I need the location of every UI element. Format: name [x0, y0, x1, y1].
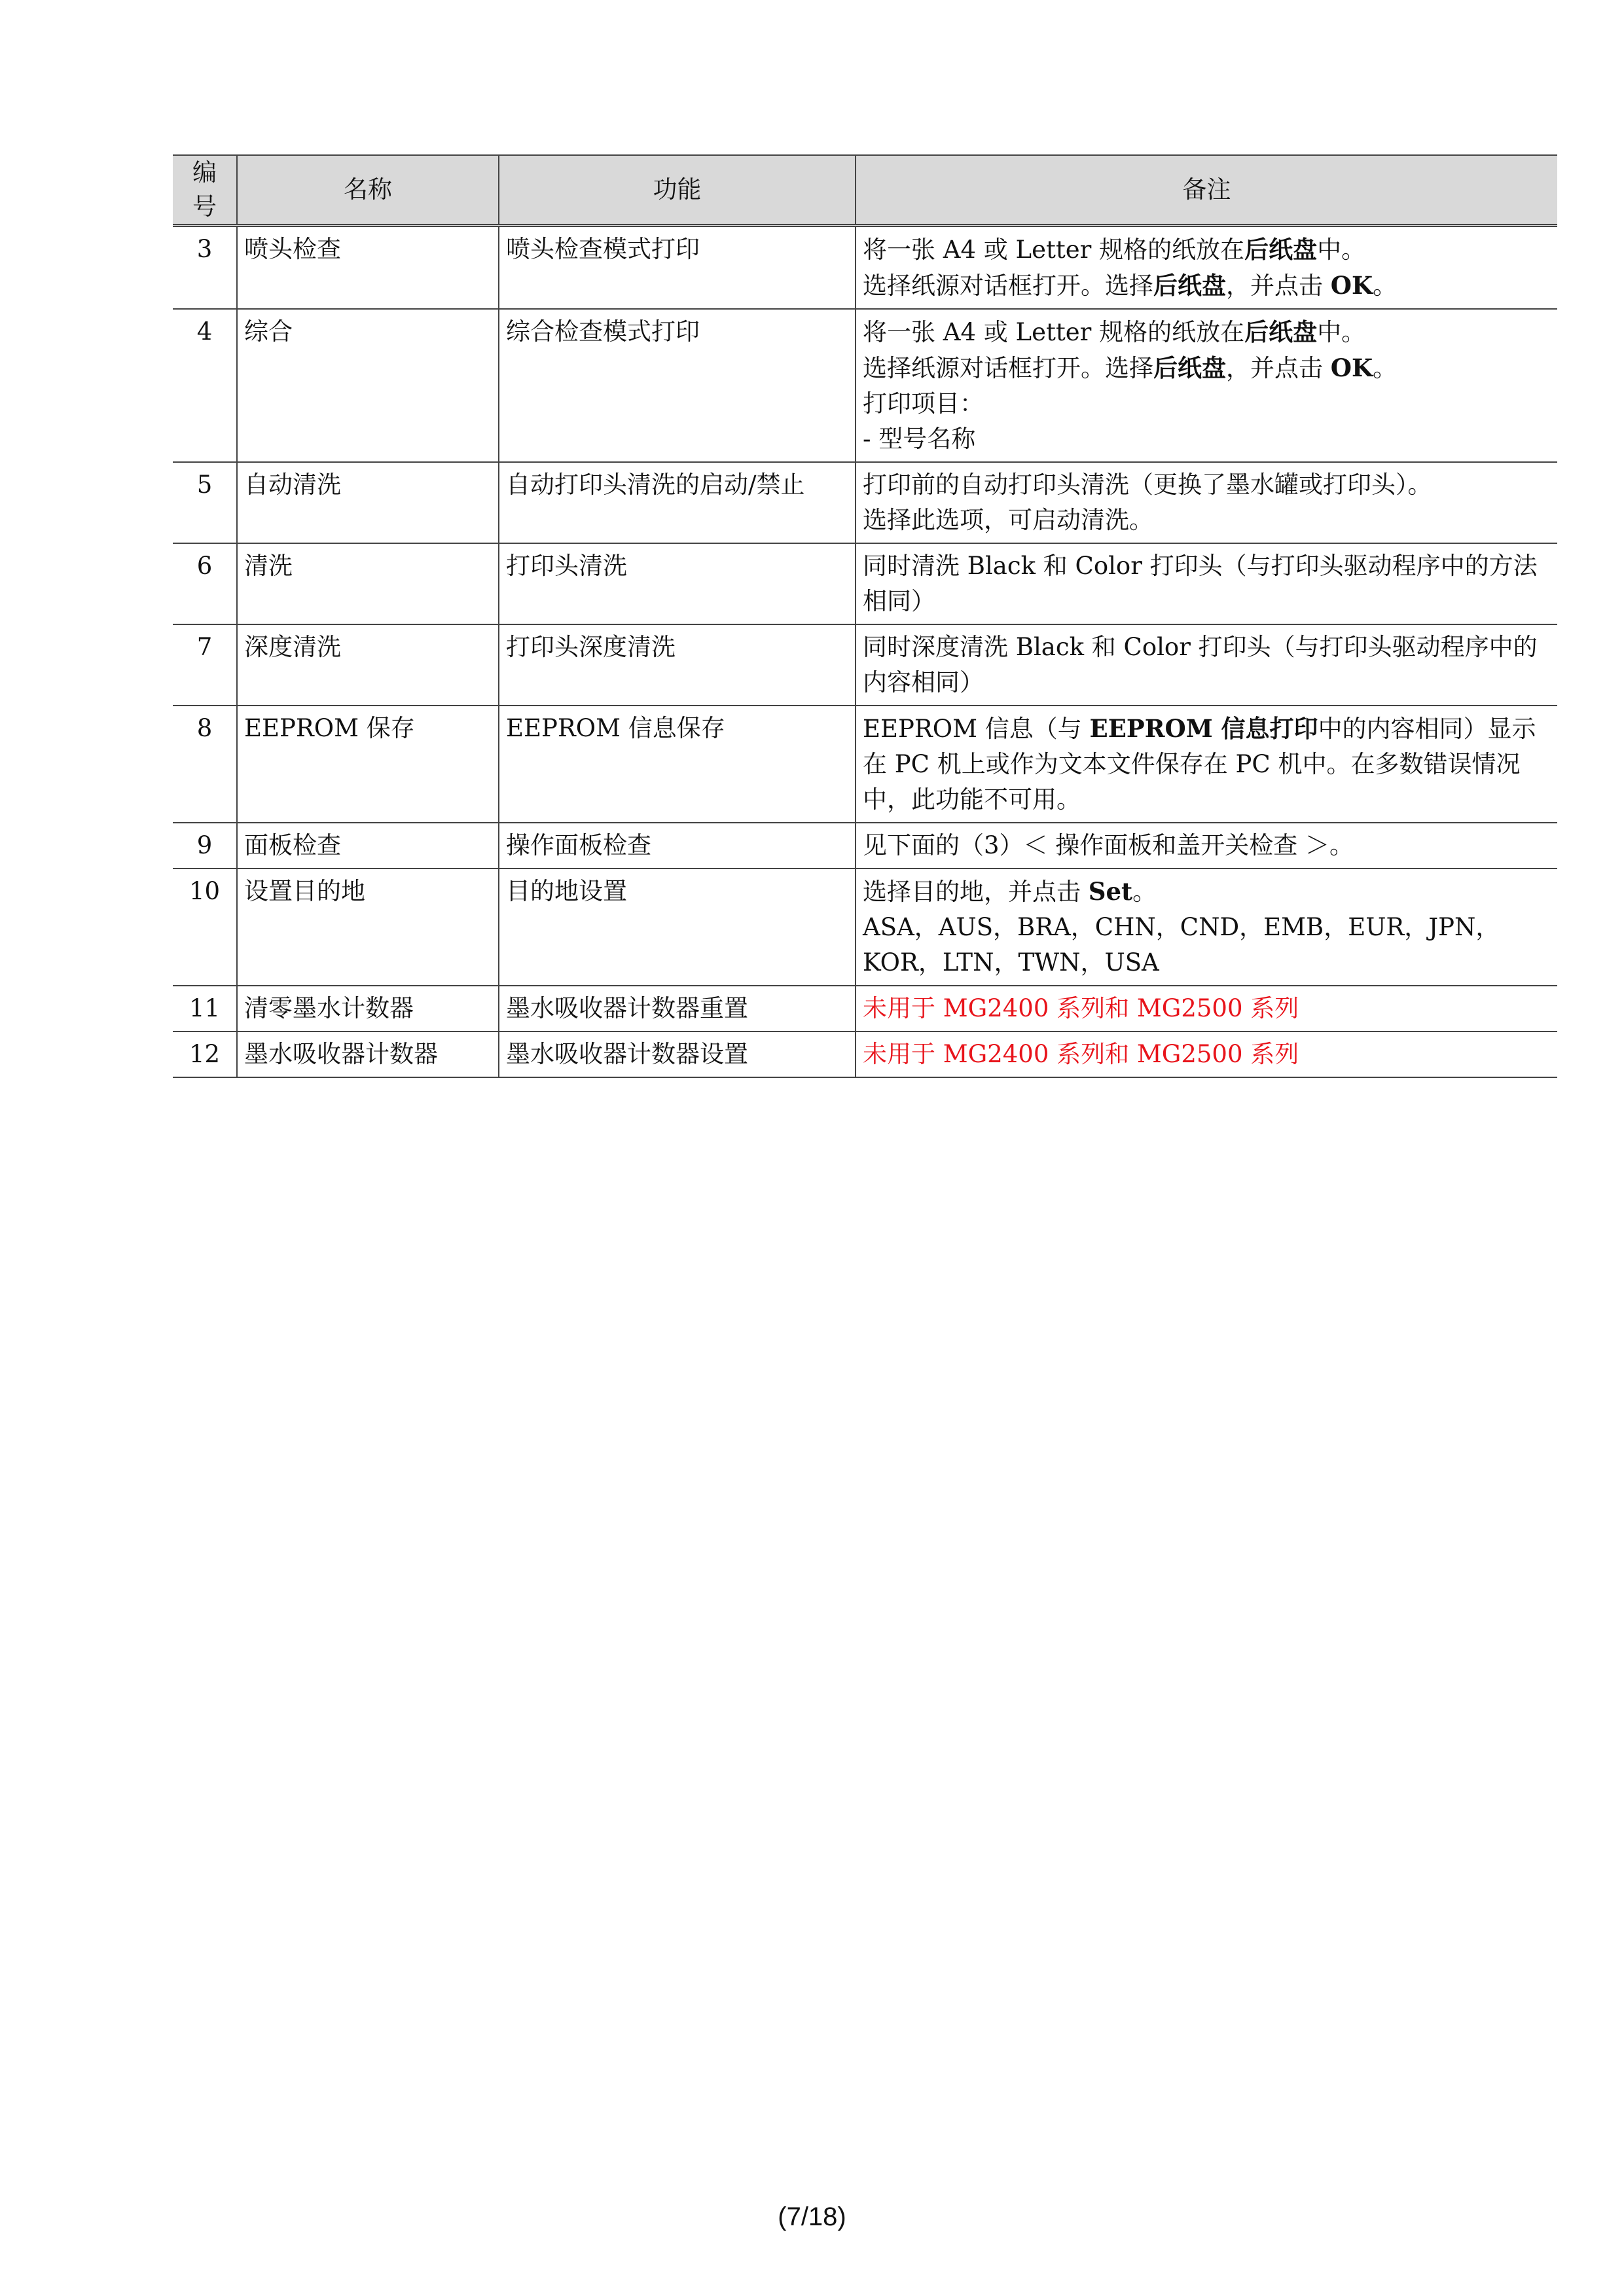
row-name: 喷头检查 — [237, 226, 499, 310]
table-row — [173, 309, 1557, 462]
row-notes-warning: 未用于 MG2400 系列和 MG2500 系列 — [856, 986, 1557, 1031]
row-name: 综合 — [237, 309, 499, 462]
row-number: 8 — [173, 706, 237, 823]
row-function: 墨水吸收器计数器设置 — [499, 1031, 856, 1077]
row-notes — [856, 869, 1557, 986]
row-function: 打印头清洗 — [499, 543, 856, 624]
table-row — [173, 706, 1557, 823]
row-name: 清零墨水计数器 — [237, 986, 499, 1031]
header-notes: 备注 — [856, 155, 1557, 226]
note-line: 打印项目： — [863, 389, 984, 418]
row-notes: 同时清洗 Black 和 Color 打印头（与打印头驱动程序中的方法相同） — [856, 543, 1557, 624]
note-line: 将一张 A4 或 Letter 规格的纸放在后纸盘中。 — [863, 317, 1366, 346]
row-notes: EEPROM 信息（与 EEPROM 信息打印中的内容相同）显示在 PC 机上或作为文本文件保存在 PC 机中。在多数错误情况中，此功能不可用。 — [856, 706, 1557, 823]
row-function: 喷头检查模式打印 — [499, 226, 856, 310]
note-line: 选择目的地，并点击 Set。 — [863, 877, 1157, 906]
page-number: (7/18) — [778, 2202, 846, 2231]
table-row — [173, 462, 1557, 543]
row-notes: 见下面的（3）＜ 操作面板和盖开关检查 ＞。 — [856, 823, 1557, 869]
row-number: 5 — [173, 462, 237, 543]
row-number: 12 — [173, 1031, 237, 1077]
table-row — [173, 1031, 1557, 1077]
note-line: - 型号名称 — [863, 425, 976, 453]
row-function: 操作面板检查 — [499, 823, 856, 869]
note-line: 将一张 A4 或 Letter 规格的纸放在后纸盘中。 — [863, 235, 1366, 264]
table-row — [173, 543, 1557, 624]
note-line: ASA，AUS，BRA，CHN，CND，EMB，EUR，JPN，KOR，LTN，TWN，USA — [863, 913, 1500, 977]
table-row — [173, 869, 1557, 986]
note-line: 选择纸源对话框打开。选择后纸盘，并点击 OK。 — [863, 271, 1398, 300]
row-name: 自动清洗 — [237, 462, 499, 543]
row-function: 自动打印头清洗的启动/禁止 — [499, 462, 856, 543]
header-name: 名称 — [237, 155, 499, 226]
row-function: 打印头深度清洗 — [499, 624, 856, 706]
row-number: 4 — [173, 309, 237, 462]
note-line: 选择此选项，可启动清洗。 — [863, 506, 1153, 534]
row-number: 7 — [173, 624, 237, 706]
row-notes: 同时深度清洗 Black 和 Color 打印头（与打印头驱动程序中的内容相同） — [856, 624, 1557, 706]
row-name: 深度清洗 — [237, 624, 499, 706]
row-name: 面板检查 — [237, 823, 499, 869]
row-notes-warning: 未用于 MG2400 系列和 MG2500 系列 — [856, 1031, 1557, 1077]
row-name: 墨水吸收器计数器 — [237, 1031, 499, 1077]
table-row — [173, 986, 1557, 1031]
note-line: 打印前的自动打印头清洗（更换了墨水罐或打印头）。 — [863, 471, 1432, 499]
row-name: EEPROM 保存 — [237, 706, 499, 823]
row-number: 11 — [173, 986, 237, 1031]
row-notes — [856, 226, 1557, 310]
row-function: 墨水吸收器计数器重置 — [499, 986, 856, 1031]
row-number: 9 — [173, 823, 237, 869]
header-function: 功能 — [499, 155, 856, 226]
row-notes — [856, 462, 1557, 543]
table-header-row — [173, 155, 1557, 226]
row-name: 清洗 — [237, 543, 499, 624]
table-row — [173, 624, 1557, 706]
table-row — [173, 226, 1557, 310]
row-function: 目的地设置 — [499, 869, 856, 986]
row-number: 10 — [173, 869, 237, 986]
row-function: EEPROM 信息保存 — [499, 706, 856, 823]
row-number: 6 — [173, 543, 237, 624]
row-name: 设置目的地 — [237, 869, 499, 986]
note-line: 选择纸源对话框打开。选择后纸盘，并点击 OK。 — [863, 353, 1398, 382]
header-num: 编 号 — [173, 155, 237, 226]
row-number: 3 — [173, 226, 237, 310]
row-notes — [856, 309, 1557, 462]
row-function: 综合检查模式打印 — [499, 309, 856, 462]
table-row — [173, 823, 1557, 869]
service-mode-table — [173, 154, 1557, 1078]
